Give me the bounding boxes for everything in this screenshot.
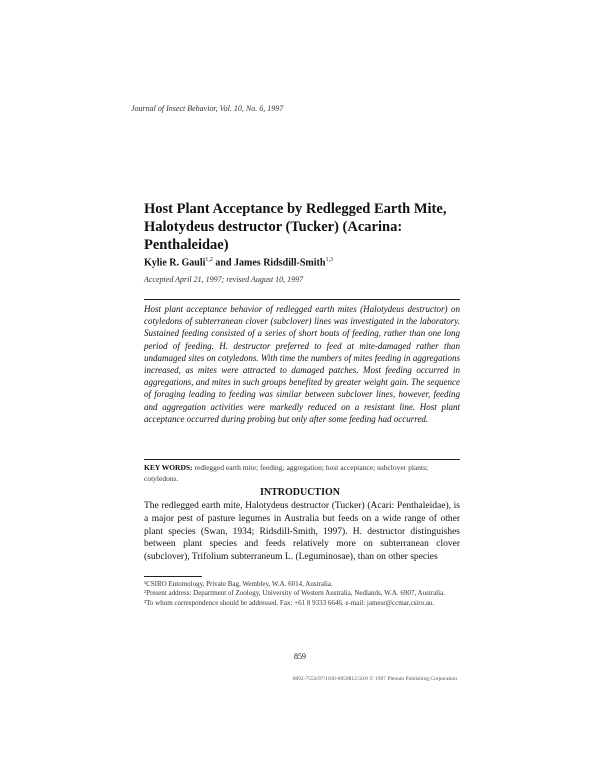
affiliation-marks: 1,3 xyxy=(325,257,333,263)
introduction-text: The redlegged earth mite, Halotydeus destructor (Tucker) (Acari: Penthaleidae), is a major pest of pasture legumes in Australia but feeds on a wide range of other plant species (Swan, 1934; Ridsdill-Smith, 1997). H. destructor distinguishes between plant species and feeds relatively more on subterranean clover (subclover), Trifolium subterraneum L. (Leguminosae), than on other species xyxy=(144,501,460,563)
section-heading: INTRODUCTION xyxy=(259,487,340,498)
author-name: James Ridsdill-Smith xyxy=(234,257,326,269)
author-line xyxy=(144,257,333,268)
journal-header: Journal of Insect Behavior, Vol. 10, No. 6, 1997 xyxy=(131,104,284,113)
footnote-rule xyxy=(144,576,202,577)
footnote: ³To whom correspondence should be addressed. Fax: +61 8 9333 6646. e-mail: jamesr@ccmar.csiro.au. xyxy=(144,598,435,607)
affiliation-marks: 1,2 xyxy=(205,257,213,263)
abstract-bottom-rule xyxy=(144,459,460,460)
author-name: Kylie R. Gauli xyxy=(144,257,206,269)
footnote: ²Present address: Department of Zoology, University of Western Australia, Nedlands, W.A. 6907, Australia. xyxy=(144,589,445,598)
footnotes xyxy=(144,580,460,608)
page-number: 859 xyxy=(294,652,306,661)
footnote: ¹CSIRO Entomology, Private Bag, Wembley, W.A. 6014, Australia. xyxy=(144,580,333,588)
issn-line: 0892-7553/97/1100-0859$12.50/0 © 1997 Plenum Publishing Corporation xyxy=(292,676,457,682)
submission-dates: Accepted April 21, 1997; revised August 10, 1997 xyxy=(144,275,304,284)
article-title: Host Plant Acceptance by Redlegged Earth Mite, Halotydeus destructor (Tucker) (Acarina: Penthaleidae) xyxy=(144,201,447,253)
author-connector: and xyxy=(212,257,235,269)
keywords-label: KEY WORDS: xyxy=(144,463,193,472)
keywords xyxy=(144,463,460,484)
abstract: Host plant acceptance behavior of redlegged earth mites (Halotydeus destructor) on cotyledons of subterranean clover (subclover) lines was investigated in the laboratory. Sustained feeding consisted of a series of short bouts of feeding, rather than one long period of feeding. H. destructor preferred to feed at mite-damaged rather than undamaged sites on cotyledons. With time the numbers of mites feeding in aggregations increased, as mites were attracted to damaged patches. Most feeding occurred in aggregations, and mites in such groups benefited by greater weight gain. The sequence of foraging leading to feeding was similar between subclover lines, however, feeding and aggregation activities were markedly reduced on a resistant line. Host plant acceptance occurred during probing but only after some feeding had occurred. xyxy=(144,304,460,424)
keywords-text: redlegged earth mite; feeding; aggregation; host acceptance; subclover plants; cotyledons. xyxy=(144,463,429,483)
abstract-top-rule xyxy=(144,299,460,300)
